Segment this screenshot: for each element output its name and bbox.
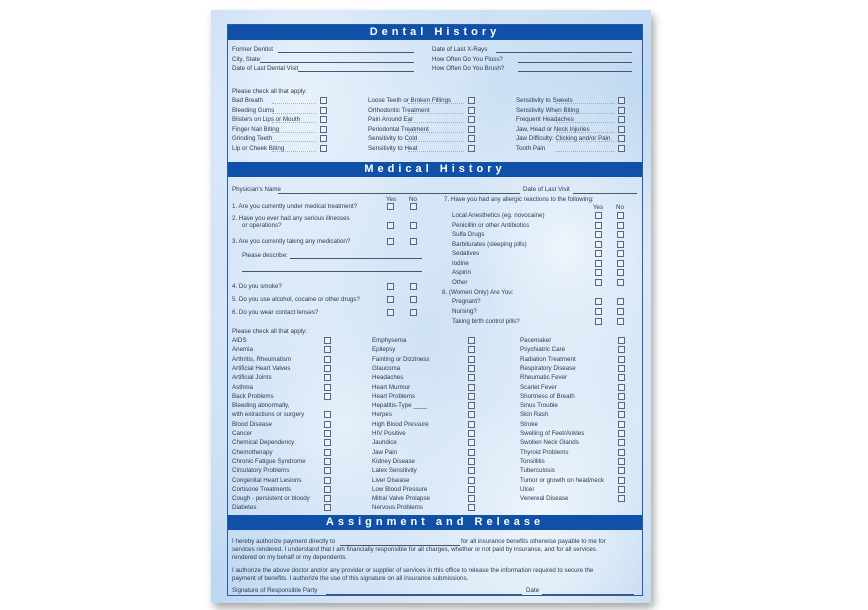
allergy-label: Other	[452, 278, 468, 286]
dental-condition-checkbox[interactable]	[468, 116, 475, 123]
dot-leader	[556, 103, 614, 104]
dental-condition-checkbox[interactable]	[320, 145, 327, 152]
medical-condition-checkbox[interactable]	[618, 430, 625, 437]
dental-field-input[interactable]	[518, 71, 632, 72]
allergy-yes-checkbox[interactable]	[595, 269, 602, 276]
allergy-no-checkbox[interactable]	[617, 231, 624, 238]
dental-condition-label: Grinding Teeth	[232, 135, 273, 143]
medical-condition-label: Swollen Neck Glands	[520, 439, 579, 447]
dot-leader	[272, 132, 316, 133]
allergy-label: Sedatives	[452, 250, 480, 257]
medical-condition-label: Emphysema	[372, 337, 407, 344]
medical-condition-label: Artificial Heart Valves	[232, 364, 291, 372]
question-yes-checkbox[interactable]	[387, 296, 394, 303]
yes-header: Yes	[386, 196, 397, 203]
assignment-release-banner: Assignment and Release	[228, 515, 642, 530]
medical-condition-checkbox[interactable]	[324, 477, 331, 484]
dental-condition-checkbox[interactable]	[320, 126, 327, 133]
medical-question: 3. Are you currently taking any medication?	[232, 238, 351, 245]
medical-condition-label: Scarlet Fever	[520, 383, 557, 391]
dental-condition-checkbox[interactable]	[320, 135, 327, 142]
dental-condition-checkbox[interactable]	[468, 145, 475, 152]
medical-condition-checkbox[interactable]	[618, 393, 625, 400]
medical-condition-checkbox[interactable]	[324, 374, 331, 381]
medical-condition-checkbox[interactable]	[618, 384, 625, 391]
medical-condition-label: Circulatory Problems	[232, 467, 290, 475]
physician-name-field[interactable]	[278, 193, 520, 194]
medical-history-banner: Medical History	[228, 162, 642, 177]
medical-condition-checkbox[interactable]	[618, 439, 625, 446]
dot-leader	[272, 151, 316, 152]
allergy-yes-checkbox[interactable]	[595, 260, 602, 267]
medical-condition-label: Jaundice	[372, 439, 397, 447]
allergy-label: Iodine	[452, 259, 469, 267]
medical-condition-label: Swelling of Feet/Ankles	[520, 430, 585, 437]
dental-field-input[interactable]	[260, 62, 414, 63]
medical-condition-label: Cancer	[232, 430, 252, 437]
medical-condition-label: Radiation Treatment	[520, 355, 576, 363]
medical-condition-label: Blood Disease	[232, 420, 272, 428]
medical-condition-label: Anemia	[232, 346, 253, 354]
women-label: Taking birth control pills?	[452, 318, 520, 325]
medical-condition-checkbox[interactable]	[324, 356, 331, 363]
medical-condition-checkbox[interactable]	[324, 365, 331, 372]
allergy-label: Aspirin	[452, 269, 471, 276]
date-label: Date	[526, 587, 540, 594]
dental-condition-checkbox[interactable]	[618, 107, 625, 114]
medical-condition-label: AIDS	[232, 337, 247, 344]
dental-condition-checkbox[interactable]	[468, 97, 475, 104]
medical-condition-label: Headaches	[372, 374, 404, 382]
medical-condition-checkbox[interactable]	[618, 356, 625, 363]
medical-condition-checkbox[interactable]	[618, 402, 625, 409]
women-label: Nursing?	[452, 308, 477, 315]
medical-condition-checkbox[interactable]	[618, 411, 625, 418]
dot-leader	[272, 103, 316, 104]
medical-condition-label: Mitral Valve Prolapse	[372, 495, 431, 503]
question-no-checkbox[interactable]	[410, 222, 417, 229]
medical-condition-checkbox[interactable]	[468, 411, 475, 418]
signature-date-field[interactable]	[542, 594, 634, 595]
dental-check-prompt: Please check all that apply:	[232, 88, 307, 95]
medical-condition-label: Nervous Problems	[372, 504, 423, 512]
dental-field-label: How Often Do You Floss?	[432, 55, 503, 63]
question-yes-checkbox[interactable]	[387, 309, 394, 316]
medical-condition-checkbox[interactable]	[324, 411, 331, 418]
women-yes-checkbox[interactable]	[595, 318, 602, 325]
allergy-no-checkbox[interactable]	[617, 260, 624, 267]
medical-condition-checkbox[interactable]	[468, 439, 475, 446]
medical-question: or operations?	[242, 222, 282, 229]
dental-field-input[interactable]	[278, 52, 414, 53]
medical-condition-checkbox[interactable]	[324, 449, 331, 456]
medical-condition-checkbox[interactable]	[324, 421, 331, 428]
dental-field-input[interactable]	[298, 71, 414, 72]
dental-condition-checkbox[interactable]	[320, 97, 327, 104]
dot-leader	[408, 103, 464, 104]
medical-condition-checkbox[interactable]	[618, 495, 625, 502]
question-yes-checkbox[interactable]	[387, 238, 394, 245]
allergy-question: 7. Have you had any allergic reactions to the following:	[444, 196, 594, 203]
allergy-no-checkbox[interactable]	[617, 212, 624, 219]
medical-condition-checkbox[interactable]	[468, 402, 475, 409]
medical-condition-checkbox[interactable]	[468, 337, 475, 344]
medical-question: Please describe:	[242, 252, 288, 259]
dot-leader	[556, 141, 614, 142]
signature-field[interactable]	[326, 594, 522, 595]
allergy-no-checkbox[interactable]	[617, 279, 624, 286]
medical-condition-checkbox[interactable]	[324, 495, 331, 502]
allergy-label: Penicillin or other Antibiotics	[452, 221, 530, 229]
medical-condition-label: Glaucoma	[372, 364, 401, 372]
dental-condition-label: Pain Around Ear	[368, 116, 414, 124]
assignment-text-1b: for all insurance benefits otherwise payable to me for	[461, 538, 606, 545]
medical-question: 5. Do you use alcohol, cocaine or other drugs?	[232, 296, 360, 303]
dental-history-banner: Dental History	[228, 25, 642, 40]
medical-condition-label: Fainting or Dizziness	[372, 355, 430, 363]
allergy-no-checkbox[interactable]	[617, 241, 624, 248]
dental-condition-label: Jaw Difficulty: Clicking and/or Pain	[516, 135, 611, 143]
medical-condition-checkbox[interactable]	[618, 477, 625, 484]
medical-condition-label: Kidney Disease	[372, 457, 415, 465]
women-label: Pregnant?	[452, 298, 481, 305]
assignment-text-1a: I hereby authorize payment directly to	[232, 538, 336, 545]
dental-condition-checkbox[interactable]	[468, 126, 475, 133]
medical-condition-label: Artificial Joints	[232, 374, 272, 382]
no-header: No	[409, 196, 417, 203]
dental-condition-checkbox[interactable]	[618, 126, 625, 133]
dot-leader	[556, 113, 614, 114]
medical-condition-label: Chemical Dependency	[232, 439, 295, 447]
dot-leader	[272, 122, 316, 123]
dental-condition-label: Periodontal Treatment	[368, 125, 429, 133]
dental-condition-label: Sensitivity to Cold	[368, 135, 418, 143]
allergy-no-checkbox[interactable]	[617, 269, 624, 276]
medical-condition-label: Venereal Disease	[520, 495, 569, 503]
medical-condition-checkbox[interactable]	[618, 374, 625, 381]
medical-condition-label: Rheumatic Fever	[520, 374, 568, 382]
dental-condition-label: Lip or Cheek Biting	[232, 145, 285, 152]
medical-condition-label: High Blood Pressure	[372, 420, 429, 428]
medical-condition-checkbox[interactable]	[468, 365, 475, 372]
medical-condition-checkbox[interactable]	[324, 439, 331, 446]
dot-leader	[272, 113, 316, 114]
medical-condition-label: Hepatitis-Type ____	[372, 402, 428, 410]
medication-describe-field[interactable]	[290, 258, 422, 259]
question-no-checkbox[interactable]	[410, 309, 417, 316]
medical-condition-label: Diabetes	[232, 504, 257, 512]
medical-condition-checkbox[interactable]	[468, 421, 475, 428]
dot-leader	[272, 141, 316, 142]
medical-condition-checkbox[interactable]	[618, 486, 625, 493]
medical-condition-label: HIV Positive	[372, 430, 406, 437]
medical-question: 2. Have you ever had any serious illnesses	[232, 215, 350, 222]
medical-condition-label: Chronic Fatigue Syndrome	[232, 457, 306, 465]
medical-condition-checkbox[interactable]	[468, 504, 475, 511]
medical-condition-label: Arthritis, Rheumatism	[232, 355, 292, 363]
medical-question: 4. Do you smoke?	[232, 283, 282, 290]
dental-condition-label: Blisters on Lips or Mouth	[232, 116, 301, 124]
dental-field-label: Date of Last X-Rays	[432, 46, 488, 53]
dot-leader	[408, 122, 464, 123]
medical-condition-label: Heart Problems	[372, 392, 415, 400]
dental-condition-label: Bleeding Gums	[232, 106, 275, 114]
form-frame	[227, 24, 643, 596]
dot-leader	[408, 151, 464, 152]
medical-condition-label: Low Blood Pressure	[372, 485, 428, 493]
dot-leader	[408, 113, 464, 114]
medical-condition-label: Liver Disease	[372, 476, 410, 484]
medical-condition-label: Herpes	[372, 411, 392, 419]
medical-condition-label: Thyroid Problems	[520, 448, 569, 456]
medical-condition-label: Latex Sensitivity	[372, 467, 417, 475]
assignment-text-2b: payment of benefits. I authorize the use of this signature on all insurance submissions.	[232, 575, 469, 582]
medical-condition-checkbox[interactable]	[618, 346, 625, 353]
medical-condition-label: Tuberculosis	[520, 467, 555, 475]
medical-condition-label: Asthma	[232, 383, 253, 391]
medical-condition-label: Tonsillitis	[520, 457, 545, 465]
medical-condition-label: Jaw Pain	[372, 448, 398, 456]
dental-field-label: How Often Do You Brush?	[432, 65, 505, 72]
medical-condition-checkbox[interactable]	[618, 449, 625, 456]
question-no-checkbox[interactable]	[410, 238, 417, 245]
allergy-yes-checkbox[interactable]	[595, 222, 602, 229]
question-yes-checkbox[interactable]	[387, 222, 394, 229]
medical-condition-checkbox[interactable]	[468, 346, 475, 353]
dot-leader	[556, 122, 614, 123]
medical-condition-checkbox[interactable]	[324, 430, 331, 437]
allergy-yes-checkbox[interactable]	[595, 212, 602, 219]
assignment-text-1c: services rendered. I understand that I am financially responsible for all charges, whether or not paid by insurance, and for all services	[232, 546, 596, 553]
dental-field-label: City, State	[232, 55, 261, 63]
medical-condition-checkbox[interactable]	[324, 504, 331, 511]
allergy-yes-checkbox[interactable]	[595, 241, 602, 248]
medication-describe-field-2[interactable]	[242, 271, 422, 272]
dental-condition-label: Tooth Pain	[516, 145, 546, 152]
dental-condition-checkbox[interactable]	[320, 107, 327, 114]
women-no-checkbox[interactable]	[617, 308, 624, 315]
medical-question: 6. Do you wear contact lenses?	[232, 309, 319, 316]
no-header: No	[616, 204, 624, 211]
question-no-checkbox[interactable]	[410, 203, 417, 210]
medical-condition-label: Tumor or growth on head/neck	[520, 476, 605, 484]
medical-condition-checkbox[interactable]	[324, 458, 331, 465]
medical-condition-label: Cough - persistent or bloody	[232, 495, 310, 503]
women-no-checkbox[interactable]	[617, 318, 624, 325]
dot-leader	[556, 132, 614, 133]
women-no-checkbox[interactable]	[617, 298, 624, 305]
medical-condition-checkbox[interactable]	[618, 467, 625, 474]
medical-condition-checkbox[interactable]	[468, 374, 475, 381]
last-visit-label: Date of Last Visit	[523, 186, 570, 193]
medical-condition-checkbox[interactable]	[468, 477, 475, 484]
dental-condition-label: Frequent Headaches	[516, 116, 574, 124]
medical-question: 1. Are you currently under medical treatment?	[232, 203, 358, 210]
allergy-label: Local Anesthetics (eg. novocaine)	[452, 212, 545, 219]
allergy-yes-checkbox[interactable]	[595, 250, 602, 257]
medical-condition-checkbox[interactable]	[618, 421, 625, 428]
medical-condition-label: Psychiatric Care	[520, 346, 566, 354]
medical-condition-label: Cortisone Treatments	[232, 485, 292, 493]
allergy-label: Sulfa Drugs	[452, 231, 485, 238]
medical-condition-label: Bleeding abnormally,	[232, 402, 290, 410]
women-question: 8. (Women Only) Are You:	[442, 289, 514, 296]
dot-leader	[556, 151, 614, 152]
medical-condition-label: Ulcer	[520, 485, 535, 493]
dental-condition-label: Sensitivity When Biting	[516, 106, 579, 114]
medical-condition-label: Pacemaker	[520, 337, 552, 344]
medical-condition-checkbox[interactable]	[468, 430, 475, 437]
dental-condition-checkbox[interactable]	[618, 97, 625, 104]
dental-condition-checkbox[interactable]	[468, 107, 475, 114]
dental-condition-checkbox[interactable]	[618, 116, 625, 123]
medical-condition-label: Skin Rash	[520, 411, 549, 419]
dental-condition-label: Orthodontic Treatment	[368, 106, 430, 114]
medical-condition-label: Stroke	[520, 420, 538, 428]
medical-condition-label: Back Problems	[232, 392, 274, 400]
medical-condition-checkbox[interactable]	[468, 384, 475, 391]
medical-condition-checkbox[interactable]	[468, 356, 475, 363]
medical-condition-checkbox[interactable]	[324, 337, 331, 344]
allergy-no-checkbox[interactable]	[617, 250, 624, 257]
signature-label: Signature of Responsible Party	[232, 587, 318, 594]
dental-form-sheet	[211, 10, 651, 603]
medical-condition-label: Shortness of Breath	[520, 392, 575, 400]
medical-condition-label: Congenital Heart Lesions	[232, 476, 302, 484]
question-yes-checkbox[interactable]	[387, 203, 394, 210]
yes-header: Yes	[593, 204, 604, 211]
dental-field-input[interactable]	[518, 62, 632, 63]
women-yes-checkbox[interactable]	[595, 308, 602, 315]
dental-condition-checkbox[interactable]	[618, 135, 625, 142]
medical-condition-label: Sinus Trouble	[520, 402, 558, 410]
medical-check-prompt: Please check all that apply:	[232, 328, 307, 335]
dental-condition-label: Bad Breath	[232, 97, 263, 104]
question-yes-checkbox[interactable]	[387, 283, 394, 290]
dental-field-label: Former Dentist	[232, 46, 273, 53]
medical-condition-label: with extractions or surgery	[232, 411, 305, 419]
allergy-yes-checkbox[interactable]	[595, 279, 602, 286]
medical-condition-checkbox[interactable]	[468, 449, 475, 456]
medical-condition-checkbox[interactable]	[324, 384, 331, 391]
dental-condition-label: Jaw, Head or Neck Injuries	[516, 125, 590, 133]
dental-condition-label: Loose Teeth or Broken Fillings	[368, 97, 452, 104]
assignment-text-1d: rendered on my behalf or my dependents.	[232, 554, 347, 561]
medical-condition-checkbox[interactable]	[324, 393, 331, 400]
dental-condition-label: Finger Nail Biting	[232, 125, 280, 133]
dental-condition-checkbox[interactable]	[618, 145, 625, 152]
question-no-checkbox[interactable]	[410, 283, 417, 290]
medical-condition-checkbox[interactable]	[618, 458, 625, 465]
medical-condition-label: Respiratory Disease	[520, 364, 576, 372]
assignment-text-2a: I authorize the above doctor and/or any provider or supplier of services in this office to release the information required to secure the	[232, 567, 594, 574]
allergy-label: Barbiturates (sleeping pills)	[452, 240, 527, 248]
dental-condition-label: Sensitivity to Heat	[368, 145, 418, 152]
medical-condition-checkbox[interactable]	[324, 346, 331, 353]
medical-condition-label: Chemotherapy	[232, 448, 273, 456]
medical-condition-checkbox[interactable]	[468, 393, 475, 400]
medical-condition-label: Epilepsy	[372, 346, 396, 354]
medical-condition-label: Heart Murmur	[372, 383, 411, 391]
question-no-checkbox[interactable]	[410, 296, 417, 303]
dot-leader	[408, 141, 464, 142]
allergy-yes-checkbox[interactable]	[595, 231, 602, 238]
dental-field-label: Date of Last Dental Visit	[232, 65, 299, 72]
medical-condition-checkbox[interactable]	[468, 467, 475, 474]
dental-field-input[interactable]	[496, 52, 632, 53]
medical-condition-checkbox[interactable]	[618, 365, 625, 372]
women-yes-checkbox[interactable]	[595, 298, 602, 305]
medical-condition-checkbox[interactable]	[324, 486, 331, 493]
dental-condition-label: Sensitivity to Sweets	[516, 97, 573, 104]
dental-condition-checkbox[interactable]	[468, 135, 475, 142]
last-visit-field[interactable]	[573, 193, 637, 194]
medical-condition-checkbox[interactable]	[468, 495, 475, 502]
medical-condition-checkbox[interactable]	[468, 458, 475, 465]
dot-leader	[408, 132, 464, 133]
physician-name-label: Physician's Name	[232, 186, 281, 193]
allergy-no-checkbox[interactable]	[617, 222, 624, 229]
medical-condition-checkbox[interactable]	[618, 337, 625, 344]
dental-condition-checkbox[interactable]	[320, 116, 327, 123]
medical-condition-checkbox[interactable]	[324, 467, 331, 474]
medical-condition-checkbox[interactable]	[468, 486, 475, 493]
